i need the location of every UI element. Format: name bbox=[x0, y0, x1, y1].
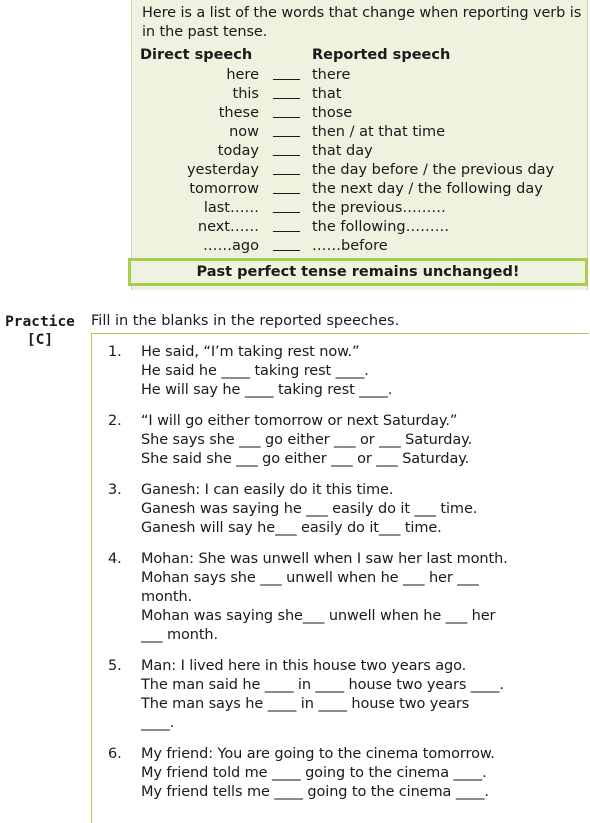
reported-word: those bbox=[312, 105, 353, 121]
word-pair-row bbox=[132, 218, 589, 237]
question-line: Mohan says she ___ unwell when he ___ her ___ bbox=[141, 570, 479, 586]
reported-word: that day bbox=[312, 143, 373, 159]
direct-word: these bbox=[218, 105, 259, 121]
direct-word: here bbox=[226, 67, 259, 83]
pair-dash bbox=[273, 250, 300, 251]
word-pair-row bbox=[132, 66, 589, 85]
practice-label-title: Practice bbox=[5, 314, 75, 330]
reported-word: then / at that time bbox=[312, 124, 446, 140]
word-pair-row bbox=[132, 180, 589, 199]
question-number: 6. bbox=[108, 746, 122, 762]
direct-word: tomorrow bbox=[189, 181, 259, 197]
direct-word: last…… bbox=[203, 200, 259, 216]
question-line: The man says he ____ in ____ house two years bbox=[141, 696, 470, 712]
word-pair-row bbox=[132, 123, 589, 142]
question-line: He said he ____ taking rest ____. bbox=[141, 363, 369, 379]
question-line: My friend tells me ____ going to the cinema ____. bbox=[141, 784, 489, 800]
reported-speech-heading: Reported speech bbox=[312, 47, 451, 63]
practice-label bbox=[4, 313, 76, 349]
reported-word: the following……… bbox=[312, 219, 450, 235]
pair-dash bbox=[273, 98, 300, 99]
question-number: 3. bbox=[108, 482, 122, 498]
question-line: Ganesh will say he___ easily do it___ time. bbox=[141, 520, 442, 536]
question-number: 5. bbox=[108, 658, 122, 674]
direct-word: today bbox=[217, 143, 259, 159]
word-pair-row bbox=[132, 161, 589, 180]
question-line: She said she ___ go either ___ or ___ Saturday. bbox=[141, 451, 470, 467]
question-prompt: “I will go either tomorrow or next Saturday.” bbox=[141, 413, 458, 429]
question-line: Mohan was saying she___ unwell when he ___ her bbox=[141, 608, 496, 624]
question-number: 2. bbox=[108, 413, 122, 429]
word-pair-row bbox=[132, 104, 589, 123]
question-prompt: He said, “I’m taking rest now.” bbox=[141, 344, 360, 360]
question-prompt: Mohan: She was unwell when I saw her last month. bbox=[141, 551, 508, 567]
reported-word: there bbox=[312, 67, 351, 83]
question-line: She says she ___ go either ___ or ___ Saturday. bbox=[141, 432, 473, 448]
question-prompt: Man: I lived here in this house two years ago. bbox=[141, 658, 467, 674]
question-line: ____. bbox=[141, 715, 175, 731]
question-line: month. bbox=[141, 589, 193, 605]
pair-dash bbox=[273, 231, 300, 232]
word-change-box bbox=[131, 0, 588, 290]
question-line: Ganesh was saying he ___ easily do it ___ time. bbox=[141, 501, 478, 517]
pair-dash bbox=[273, 136, 300, 137]
practice-instruction: Fill in the blanks in the reported speeches. bbox=[91, 313, 400, 329]
question-line: My friend told me ____ going to the cinema ____. bbox=[141, 765, 487, 781]
pair-dash bbox=[273, 193, 300, 194]
pair-dash bbox=[273, 212, 300, 213]
word-pair-row bbox=[132, 237, 589, 256]
intro-text: Here is a list of the words that change when reporting verb is in the past tense. bbox=[142, 5, 582, 40]
question-line: ___ month. bbox=[141, 627, 219, 643]
question-number: 1. bbox=[108, 344, 122, 360]
word-pair-row bbox=[132, 199, 589, 218]
practice-label-code: [C] bbox=[26, 332, 54, 348]
question-line: He will say he ____ taking rest ____. bbox=[141, 382, 393, 398]
question-number: 4. bbox=[108, 551, 122, 567]
question-prompt: Ganesh: I can easily do it this time. bbox=[141, 482, 394, 498]
direct-word: this bbox=[232, 86, 259, 102]
direct-word: ……ago bbox=[203, 238, 259, 254]
pair-dash bbox=[273, 79, 300, 80]
reported-word: the day before / the previous day bbox=[312, 162, 555, 178]
word-pair-row bbox=[132, 142, 589, 161]
direct-word: next…… bbox=[197, 219, 259, 235]
pair-dash bbox=[273, 174, 300, 175]
question-line: The man said he ____ in ____ house two years ____. bbox=[141, 677, 504, 693]
question-prompt: My friend: You are going to the cinema tomorrow. bbox=[141, 746, 495, 762]
rule-banner: Past perfect tense remains unchanged! bbox=[128, 258, 588, 286]
reported-word: ……before bbox=[312, 238, 388, 254]
direct-speech-heading: Direct speech bbox=[140, 47, 253, 63]
reported-word: the next day / the following day bbox=[312, 181, 543, 197]
pair-dash bbox=[273, 117, 300, 118]
word-pair-row bbox=[132, 85, 589, 104]
direct-word: yesterday bbox=[186, 162, 259, 178]
direct-word: now bbox=[229, 124, 259, 140]
pair-dash bbox=[273, 155, 300, 156]
reported-word: the previous……… bbox=[312, 200, 446, 216]
reported-word: that bbox=[312, 86, 342, 102]
